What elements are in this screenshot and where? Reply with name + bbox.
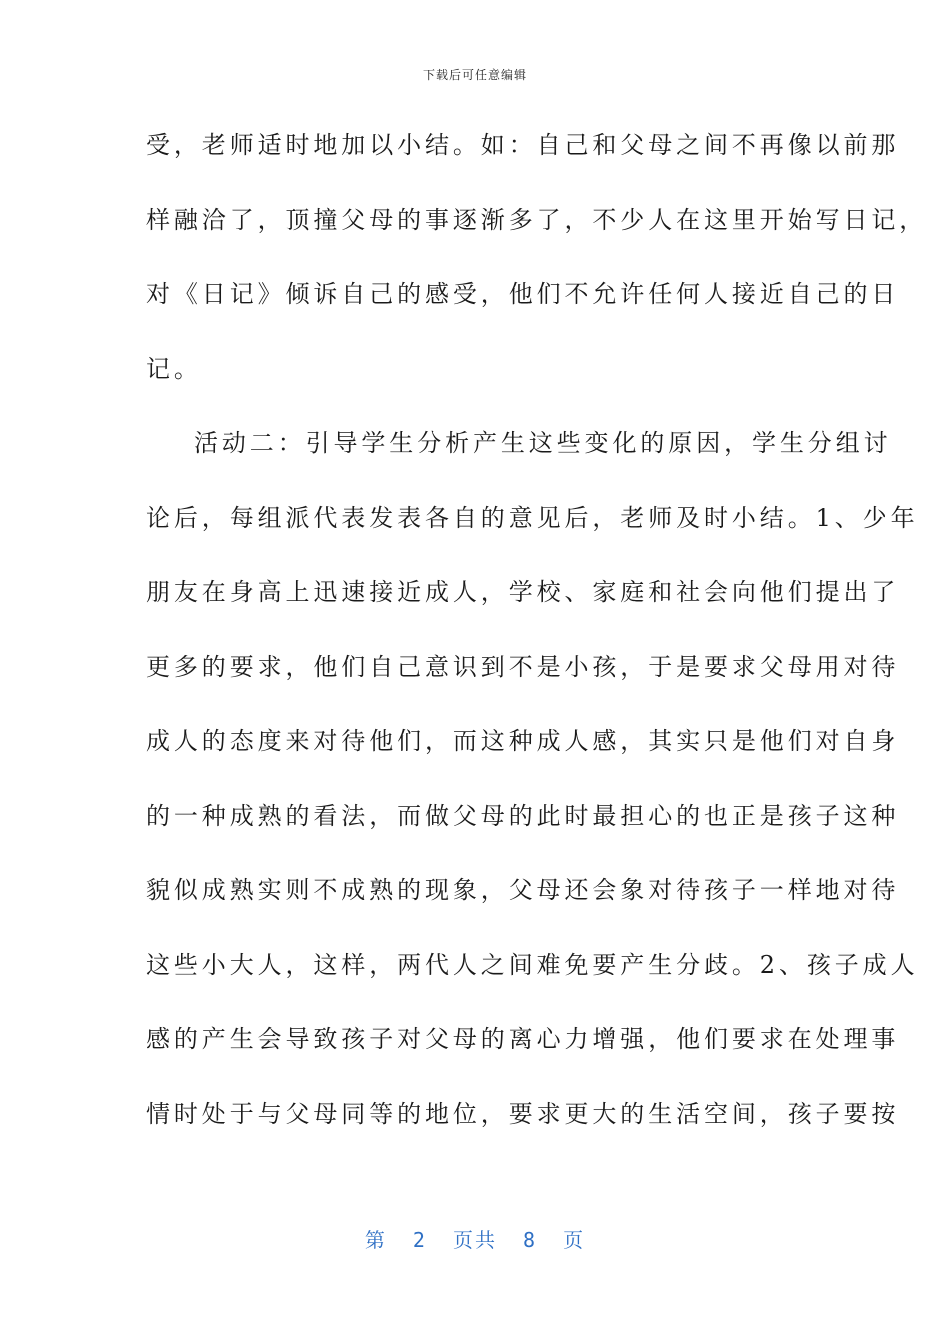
text-line: 的一种成熟的看法，而做父母的此时最担心的也正是孩子这种 [146, 801, 900, 830]
footer-ye: 页 [563, 1228, 586, 1252]
text-line: 受，老师适时地加以小结。如：自己和父母之间不再像以前那 [146, 131, 900, 159]
footer-di: 第 [364, 1228, 387, 1252]
text-line: 论后，每组派代表发表各自的意见后，老师及时小结。1、少年 [146, 503, 919, 532]
text-line: 记。 [146, 354, 202, 383]
header-note: 下载后可任意编辑 [422, 68, 527, 82]
footer-total-pages: 8 [523, 1228, 538, 1252]
text-line: 情时处于与父母同等的地位，要求更大的生活空间，孩子要按 [146, 1099, 900, 1128]
footer-current-page: 2 [412, 1228, 427, 1252]
page-footer [0, 1224, 950, 1253]
text-line: 活动二：引导学生分析产生这些变化的原因，学生分组讨 [194, 429, 892, 457]
text-line: 朋友在身高上迅速接近成人，学校、家庭和社会向他们提出了 [146, 578, 900, 606]
footer-ye-gong: 页共 [453, 1228, 497, 1252]
text-line: 貌似成熟实则不成熟的现象，父母还会象对待孩子一样地对待 [146, 876, 900, 904]
text-line: 更多的要求，他们自己意识到不是小孩，于是要求父母用对待 [146, 652, 900, 681]
text-line: 感的产生会导致孩子对父母的离心力增强，他们要求在处理事 [146, 1025, 900, 1053]
text-line: 这些小大人，这样，两代人之间难免要产生分歧。2、孩子成人 [146, 950, 919, 979]
body-text [146, 118, 928, 1161]
text-line: 样融洽了，顶撞父母的事逐渐多了，不少人在这里开始写日记， [146, 205, 928, 234]
text-line: 对《日记》倾诉自己的感受，他们不允许任何人接近自己的日 [146, 280, 900, 308]
text-line: 成人的态度来对待他们，而这种成人感，其实只是他们对自身 [146, 727, 900, 755]
